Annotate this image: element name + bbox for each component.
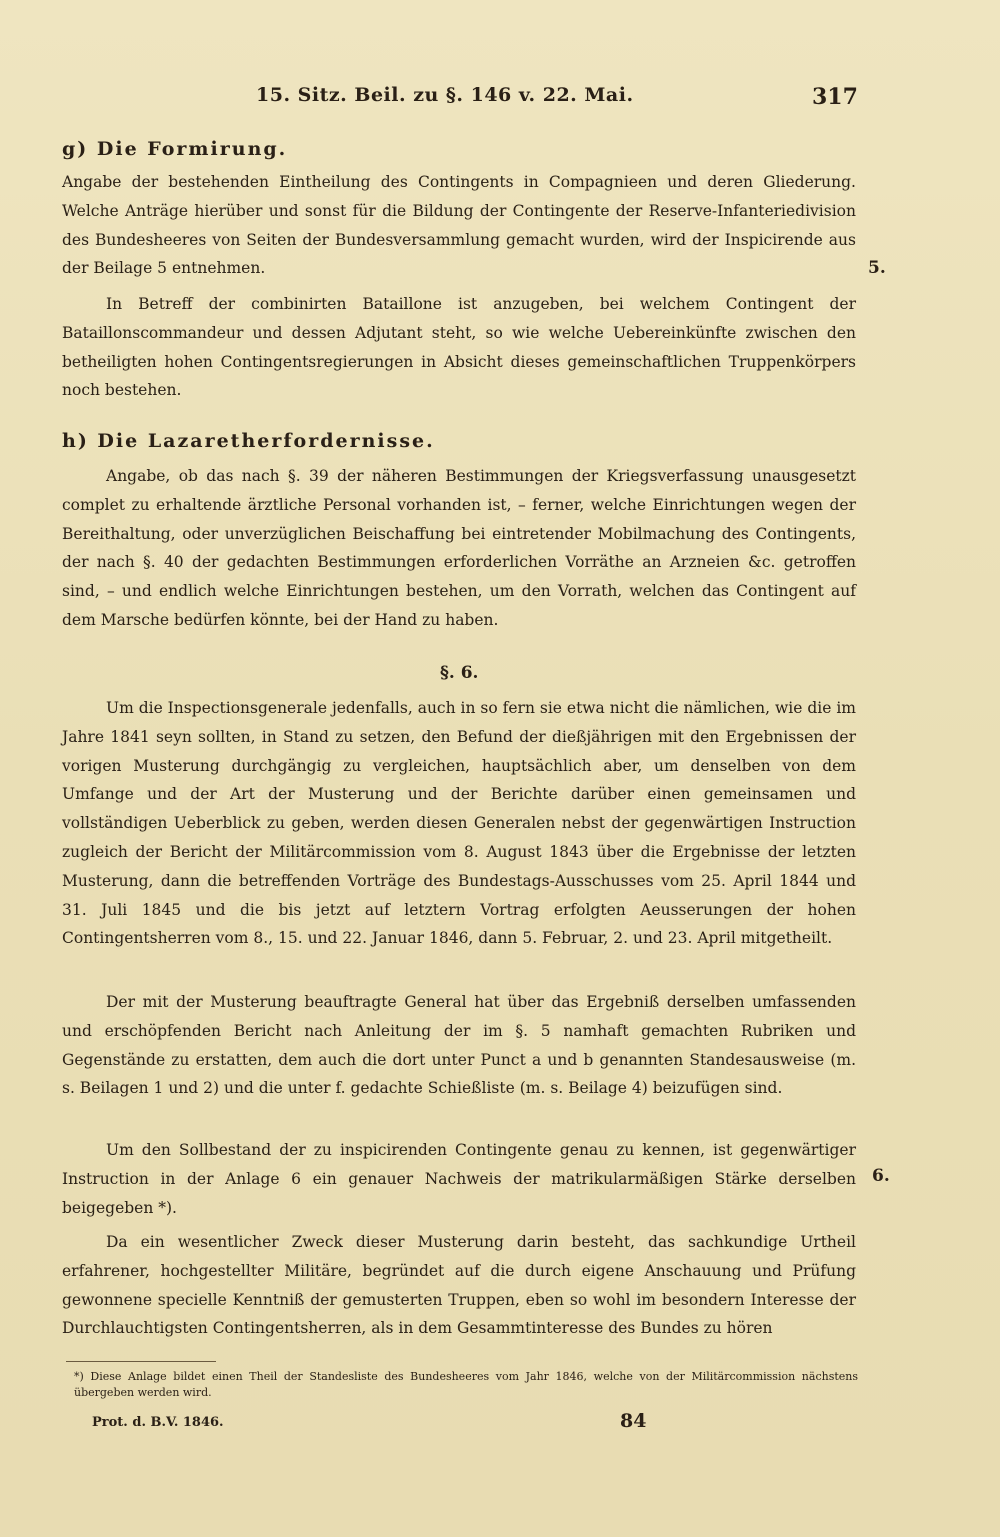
section-6-paragraph-4: Da ein wesentlicher Zweck dieser Musterung darin besteht, das sachkundige Urtheil erfahrener, hochgestellter Militäre, begründet auf die durch eigene Anschauung und Prüfung gewonnene specielle Kenntniß der gemusterten Truppen, eben so wohl im besondern Interesse der Durchlauchtigsten Contingentsherren, als in dem Gesammtinteresse des Bundes zu hören [62, 1233, 856, 1338]
margin-note-5: 5. [868, 258, 886, 278]
section-6-paragraph-1: Um die Inspectionsgenerale jedenfalls, auch in so fern sie etwa nicht die nämlichen, wie die im Jahre 1841 seyn sollten, in Stand zu setzen, den Befund der dießjährigen mit den Ergebnissen der vorigen Musterung durchgängig zu vergleichen, hauptsächlich aber, um denselben von dem Umfange und der Art der Musterung und der Berichte darüber einen gemeinsamen und vollständigen Ueberblick zu geben, werden diesen Generalen nebst der gegenwärtigen Instruction zugleich der Bericht der Militärcommission vom 8. August 1843 über die Ergebnisse der letzten Musterung, dann die betreffenden Vorträge des Bundestags-Ausschusses vom 25. April 1844 und 31. Juli 1845 und die bis jetzt auf letztern Vortrag erfolgten Aeusserungen der hohen Contingentsherren vom 8., 15. und 22. Januar 1846, dann 5. Februar, 2. und 23. April mitgetheilt. [62, 699, 856, 948]
running-head: 15. Sitz. Beil. zu §. 146 v. 22. Mai. [256, 84, 634, 106]
section-h-heading: h) Die Lazaretherfordernisse. [62, 430, 435, 452]
footnote: *) Diese Anlage bildet einen Theil der Standesliste des Bundesheeres vom Jahr 1846, welche von der Militärcommission nächstens übergeben werden wird. [74, 1370, 858, 1399]
protocol-reference: Prot. d. B.V. 1846. [92, 1415, 224, 1430]
footnote-rule [66, 1361, 216, 1362]
page-footer [0, 1410, 1000, 1436]
section-6-number: §. 6. [440, 663, 479, 683]
margin-note-6: 6. [872, 1166, 890, 1186]
page-number: 317 [812, 84, 858, 110]
section-6-paragraph-3: Um den Sollbestand der zu inspicirenden Contingente genau zu kennen, ist gegenwärtiger Instruction in der Anlage 6 ein genauer Nachweis der matrikularmäßigen Stärke derselben beigegeben *). [62, 1141, 856, 1217]
section-h-paragraph-1: Angabe, ob das nach §. 39 der näheren Bestimmungen der Kriegsverfassung unausgesetzt complet zu erhaltende ärztliche Personal vorhanden ist, – ferner, welche Einrichtungen wegen der Bereithaltung, oder unverzüglichen Beischaffung bei eintretender Mobilmachung des Contingents, der nach §. 40 der gedachten Bestimmungen erforderlichen Vorräthe an Arzneien &c. getroffen sind, – und endlich welche Einrichtungen bestehen, um den Vorrath, welchen das Contingent auf dem Marsche bedürfen könnte, bei der Hand zu haben. [62, 467, 856, 629]
section-g-heading: g) Die Formirung. [62, 138, 288, 160]
section-g-paragraph-2: In Betreff der combinirten Bataillone ist anzugeben, bei welchem Contingent der Bataillonscommandeur und dessen Adjutant steht, so wie welche Uebereinkünfte zwischen den betheiligten hohen Contingentsregierungen in Absicht dieses gemeinschaftlichen Truppenkörpers noch bestehen. [62, 295, 856, 400]
section-g-paragraph-1: Angabe der bestehenden Eintheilung des Contingents in Compagnieen und deren Gliederung. Welche Anträge hierüber und sonst für die Bildung der Contingente der Reserve-Infanteriedivision des Bundesheeres von Seiten der Bundesversammlung gemacht wurden, wird der Inspicirende aus der Beilage 5 entnehmen. [62, 173, 856, 278]
page-header [0, 84, 1000, 114]
sheet-signature: 84 [620, 1410, 647, 1432]
section-6-paragraph-2: Der mit der Musterung beauftragte General hat über das Ergebniß derselben umfassenden und erschöpfenden Bericht nach Anleitung der im §. 5 namhaft gemachten Rubriken und Gegenstände zu erstatten, dem auch die dort unter Punct a und b genannten Standesausweise (m. s. Beilagen 1 und 2) und die unter f. gedachte Schießliste (m. s. Beilage 4) beizufügen sind. [62, 993, 856, 1098]
